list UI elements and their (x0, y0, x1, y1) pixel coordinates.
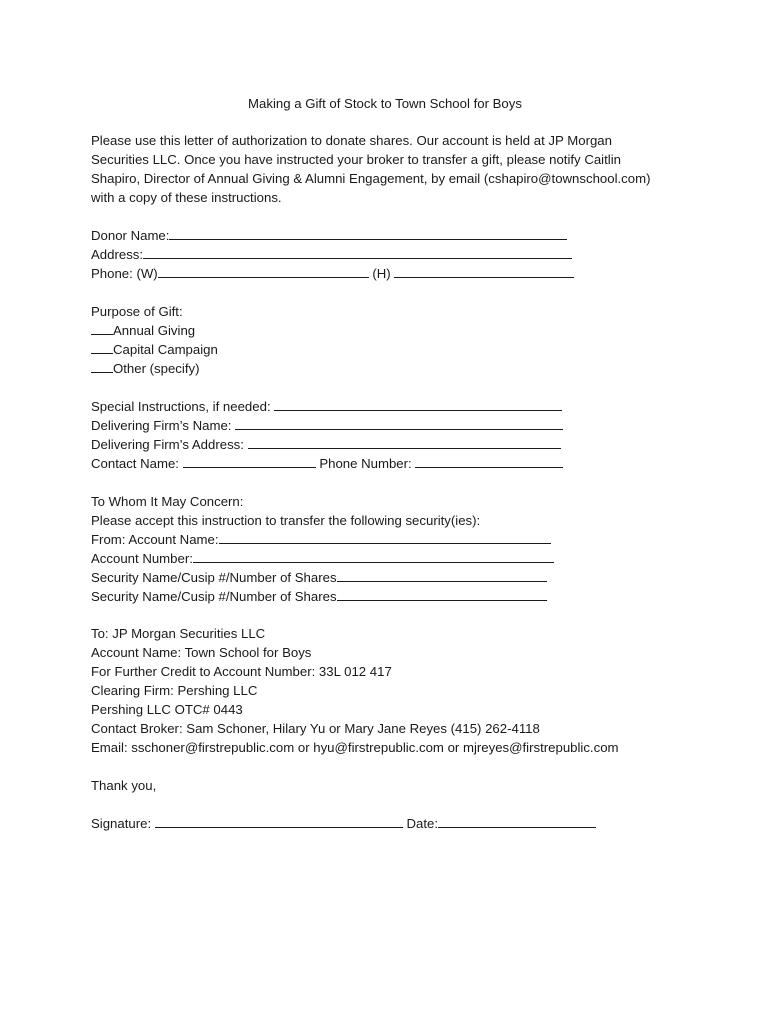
purpose-option-label: Capital Campaign (113, 342, 218, 357)
transfer-section (91, 492, 691, 606)
capital-campaign-check-field[interactable] (91, 340, 113, 354)
recipient-line: Contact Broker: Sam Schoner, Hilary Yu or Mary Jane Reyes (415) 262-4118 (91, 721, 540, 736)
phone-home-field[interactable] (394, 264, 574, 278)
recipient-line: Email: sschoner@firstrepublic.com or hyu@firstrepublic.com or mjreyes@firstrepublic.com (91, 740, 619, 755)
donor-name-row (91, 226, 691, 245)
firm-name-field[interactable] (235, 416, 563, 430)
purpose-option-capital (91, 340, 691, 359)
contact-name-field[interactable] (183, 454, 316, 468)
from-account-row (91, 530, 691, 549)
from-account-field[interactable] (219, 530, 551, 544)
special-instructions-row (91, 397, 691, 416)
security-row-2 (91, 587, 691, 606)
firm-name-row (91, 416, 691, 435)
intro-line: with a copy of these instructions. (91, 190, 282, 205)
date-field[interactable] (438, 814, 596, 828)
intro-line: Securities LLC. Once you have instructed your broker to transfer a gift, please notify Caitlin (91, 152, 621, 167)
donor-name-field[interactable] (169, 226, 567, 240)
address-label: Address: (91, 247, 144, 262)
recipient-line: For Further Credit to Account Number: 33L 012 417 (91, 664, 392, 679)
thank-you: Thank you, (91, 778, 157, 793)
signature-field[interactable] (155, 814, 403, 828)
donor-name-label: Donor Name: (91, 228, 170, 243)
salutation: To Whom It May Concern: (91, 494, 244, 509)
purpose-section (91, 302, 691, 378)
recipient-section (91, 624, 691, 757)
intro-line: Shapiro, Director of Annual Giving & Alumni Engagement, by email (cshapiro@townschool.com) (91, 171, 651, 186)
contact-name-label: Contact Name: (91, 456, 179, 471)
purpose-option-annual (91, 321, 691, 340)
phone-work-field[interactable] (158, 264, 369, 278)
account-number-label: Account Number: (91, 551, 193, 566)
security-label: Security Name/Cusip #/Number of Shares (91, 570, 337, 585)
signature-row (91, 814, 691, 833)
purpose-option-other (91, 359, 691, 378)
intro-paragraph (91, 131, 691, 207)
date-label: Date: (406, 816, 438, 831)
address-row (91, 245, 691, 264)
purpose-option-label: Annual Giving (113, 323, 196, 338)
firm-address-label: Delivering Firm’s Address: (91, 437, 244, 452)
signature-label: Signature: (91, 816, 152, 831)
security-field-1[interactable] (337, 568, 547, 582)
recipient-line: Pershing LLC OTC# 0443 (91, 702, 243, 717)
recipient-line: To: JP Morgan Securities LLC (91, 626, 266, 641)
phone-number-field[interactable] (415, 454, 563, 468)
recipient-line: Account Name: Town School for Boys (91, 645, 312, 660)
security-label: Security Name/Cusip #/Number of Shares (91, 589, 337, 604)
phone-row (91, 264, 691, 283)
address-field[interactable] (143, 245, 572, 259)
special-instructions-field[interactable] (274, 397, 562, 411)
intro-line: Please use this letter of authorization to donate shares. Our account is held at JP Morgan (91, 133, 612, 148)
document-title: Making a Gift of Stock to Town School for Boys (248, 96, 522, 111)
annual-giving-check-field[interactable] (91, 321, 113, 335)
contact-row (91, 454, 691, 473)
account-number-row (91, 549, 691, 568)
special-instructions-label: Special Instructions, if needed: (91, 399, 271, 414)
firm-address-row (91, 435, 691, 454)
transfer-instruction: Please accept this instruction to transfer the following security(ies): (91, 513, 481, 528)
details-section (91, 397, 691, 473)
security-row-1 (91, 568, 691, 587)
account-number-field[interactable] (193, 549, 554, 563)
firm-address-field[interactable] (248, 435, 561, 449)
firm-name-label: Delivering Firm’s Name: (91, 418, 232, 433)
closing-section (91, 776, 691, 833)
purpose-option-label: Other (specify) (113, 361, 200, 376)
phone-home-label: (H) (372, 266, 391, 281)
security-field-2[interactable] (337, 587, 547, 601)
donor-section (91, 226, 691, 283)
from-account-label: From: Account Name: (91, 532, 219, 547)
recipient-line: Clearing Firm: Pershing LLC (91, 683, 258, 698)
purpose-heading: Purpose of Gift: (91, 304, 183, 319)
phone-number-label: Phone Number: (319, 456, 412, 471)
phone-work-label: Phone: (W) (91, 266, 158, 281)
other-check-field[interactable] (91, 359, 113, 373)
